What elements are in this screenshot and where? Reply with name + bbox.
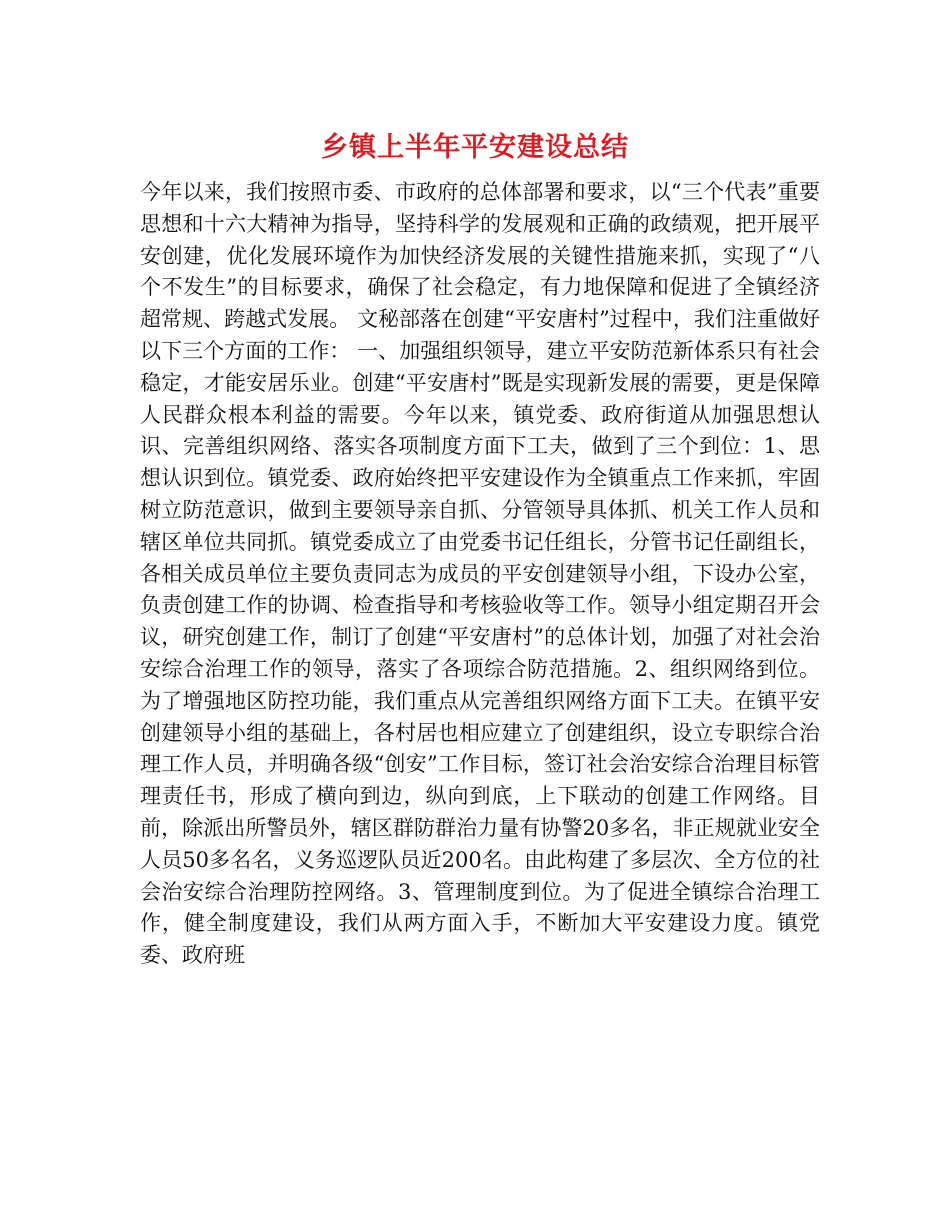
- document-body: 今年以来，我们按照市委、市政府的总体部署和要求，以“三个代表”重要思想和十六大精神为指导，坚持科学的发展观和正确的政绩观，把开展平安创建，优化发展环境作为加快经济发展的关键性措施来抓，实现了“八个不发生”的目标要求，确保了社会稳定，有力地保障和促进了全镇经济超常规、跨越式发展。 文秘部落在创建“平安唐村”过程中，我们注重做好以下三个方面的工作： 一、加强组织领导，建立平安防范新体系只有社会稳定，才能安居乐业。创建“平安唐村”既是实现新发展的需要，更是保障人民群众根本利益的需要。今年以来，镇党委、政府街道从加强思想认识、完善组织网络、落实各项制度方面下工夫，做到了三个到位：1、思想认识到位。镇党委、政府始终把平安建设作为全镇重点工作来抓，牢固树立防范意识，做到主要领导亲自抓、分管领导具体抓、机关工作人员和辖区单位共同抓。镇党委成立了由党委书记任组长，分管书记任副组长，各相关成员单位主要负责同志为成员的平安创建领导小组，下设办公室，负责创建工作的协调、检查指导和考核验收等工作。领导小组定期召开会议，研究创建工作，制订了创建“平安唐村”的总体计划，加强了对社会治安综合治理工作的领导，落实了各项综合防范措施。2、组织网络到位。为了增强地区防控功能，我们重点从完善组织网络方面下工夫。在镇平安创建领导小组的基础上，各村居也相应建立了创建组织，设立专职综合治理工作人员，并明确各级“创安”工作目标，签订社会治安综合治理目标管理责任书，形成了横向到边，纵向到底，上下联动的创建工作网络。目前，除派出所警员外，辖区群防群治力量有协警20多名，非正规就业安全人员50多名名，义务巡逻队员近200名。由此构建了多层次、全方位的社会治安综合治理防控网络。3、管理制度到位。为了促进全镇综合治理工作，健全制度建设，我们从两方面入手，不断加大平安建设力度。镇党委、政府班: [140, 180, 820, 968]
- document-title: 乡镇上半年平安建设总结: [321, 132, 629, 163]
